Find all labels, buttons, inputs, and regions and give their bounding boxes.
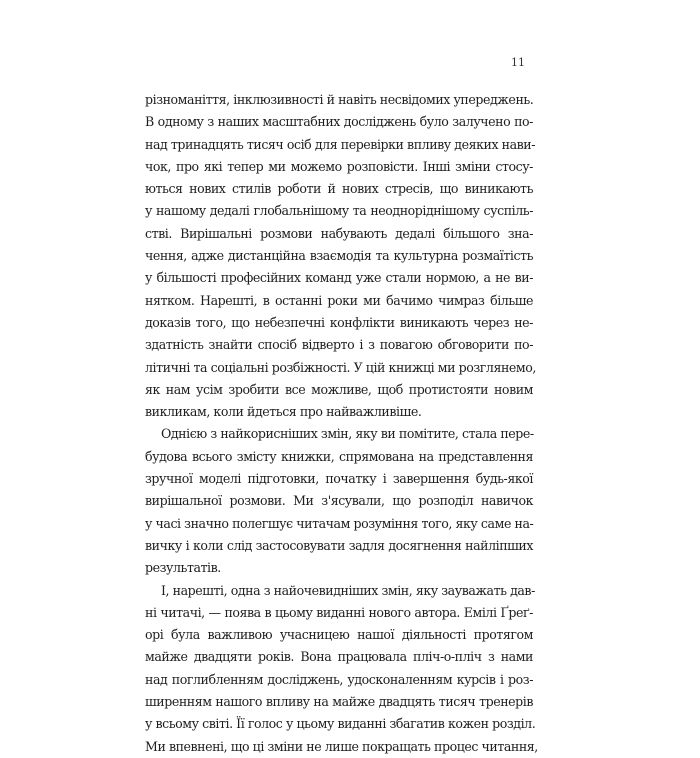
text-line: І, нарешті, одна з найочевидніших змін, яку зауважать дав- <box>161 582 535 598</box>
paragraph-3 <box>145 580 538 758</box>
text-line: ні читачі, — поява в цьому виданні нового автора. Емілі Ґреґ- <box>145 604 533 620</box>
text-line: Ми впевнені, що ці зміни не лише покращать процес читання, <box>145 738 538 754</box>
text-line: нятком. Нарешті, в останні роки ми бачимо чимраз більше <box>145 292 533 308</box>
text-line: майже двадцяти років. Вона працювала пліч-о-пліч з нами <box>145 649 533 665</box>
text-line: Однією з найкорисніших змін, яку ви помітите, стала пере- <box>161 426 534 442</box>
text-line: літичні та соціальні розбіжності. У цій книжці ми розглянемо, <box>145 359 536 375</box>
text-line: викликам, коли йдеться про найважливіше. <box>145 404 422 420</box>
text-line: над тринадцять тисяч осіб для перевірки впливу деяких нави- <box>145 136 536 152</box>
text-line: стві. Вирішальні розмови набувають дедалі більшого зна- <box>145 225 533 241</box>
text-line: у більшості професійних команд уже стали нормою, а не ви- <box>145 270 533 286</box>
text-line: як нам усім зробити все можливе, щоб протистояти новим <box>145 381 533 397</box>
body-text <box>145 89 538 758</box>
paragraph-1 <box>145 89 536 423</box>
text-line: орі була важливою учасницею нашої діяльності протягом <box>145 627 533 643</box>
text-line: здатність знайти спосіб відверто і з повагою обговорити по- <box>145 337 533 353</box>
page-number: 11 <box>511 56 525 69</box>
text-line: зручної моделі підготовки, початку і завершення будь-якої <box>145 471 533 487</box>
text-line: над поглибленням досліджень, удосконаленням курсів і роз- <box>145 671 533 687</box>
text-line: В одному з наших масштабних досліджень було залучено по- <box>145 114 533 130</box>
text-line: у всьому світі. Її голос у цьому виданні збагатив кожен розділ. <box>145 716 536 732</box>
text-line: чення, адже дистанційна взаємодія та культурна розмаїтість <box>145 248 533 264</box>
text-line: вирішальної розмови. Ми з'ясували, що розподіл навичок <box>145 493 533 509</box>
text-line: чок, про які тепер ми можемо розповісти. Інші зміни стосу- <box>145 158 533 174</box>
text-line: у часі значно полегшує читачам розуміння того, яку саме на- <box>145 515 534 531</box>
text-line: доказів того, що небезпечні конфлікти виникають через не- <box>145 314 533 330</box>
text-line: вичку і коли слід застосовувати задля досягнення найліпших <box>145 537 533 553</box>
paragraph-2 <box>145 423 533 579</box>
text-line: у нашому дедалі глобальнішому та неоднорiднішому суспіль- <box>145 203 533 219</box>
text-line: різноманіття, інклюзивності й навіть несвідомих упереджень. <box>145 92 534 107</box>
text-line: ширенням нашого впливу на майже двадцять тисяч тренерів <box>145 694 533 710</box>
text-line: результатів. <box>145 560 221 576</box>
text-line: ються нових стилів роботи й нових стресів, що виникають <box>145 181 533 197</box>
text-line: будова всього змісту книжки, спрямована на представлення <box>145 448 533 464</box>
